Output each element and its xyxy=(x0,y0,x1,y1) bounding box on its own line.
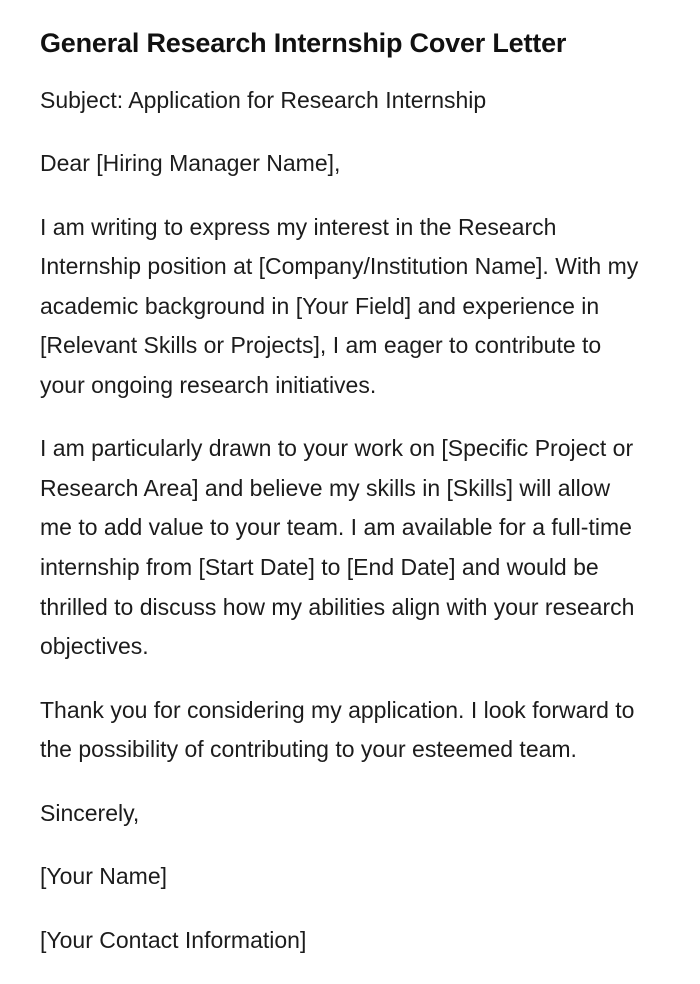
letter-sender-name: [Your Name] xyxy=(40,863,167,890)
letter-salutation: Dear [Hiring Manager Name], xyxy=(40,150,341,177)
letter-paragraph-closing: Thank you for considering my application. I look forward to the possibility of contributing to your esteemed team. xyxy=(40,696,635,763)
letter-signoff: Sincerely, xyxy=(40,799,140,826)
letter-paragraph-intro: I am writing to express my interest in the Research Internship position at [Company/Institution Name]. With my academic background in [Your Field] and experience in [Relevant Skills or Projects], I am eager to contribute to your ongoing research initiatives. xyxy=(40,213,639,398)
page-title: General Research Internship Cover Letter xyxy=(40,28,567,58)
letter-subject-line: Subject: Application for Research Internship xyxy=(40,86,487,113)
letter-paragraph-motivation: I am particularly drawn to your work on [Specific Project or Research Area] and believe my skills in [Skills] will allow me to add value to your team. I am available for a full-time internship from [Start Date] to [End Date] and would be thrilled to discuss how my abilities align with your research objectives. xyxy=(40,435,635,660)
letter-body xyxy=(40,81,644,961)
letter-sender-contact: [Your Contact Information] xyxy=(40,926,307,953)
